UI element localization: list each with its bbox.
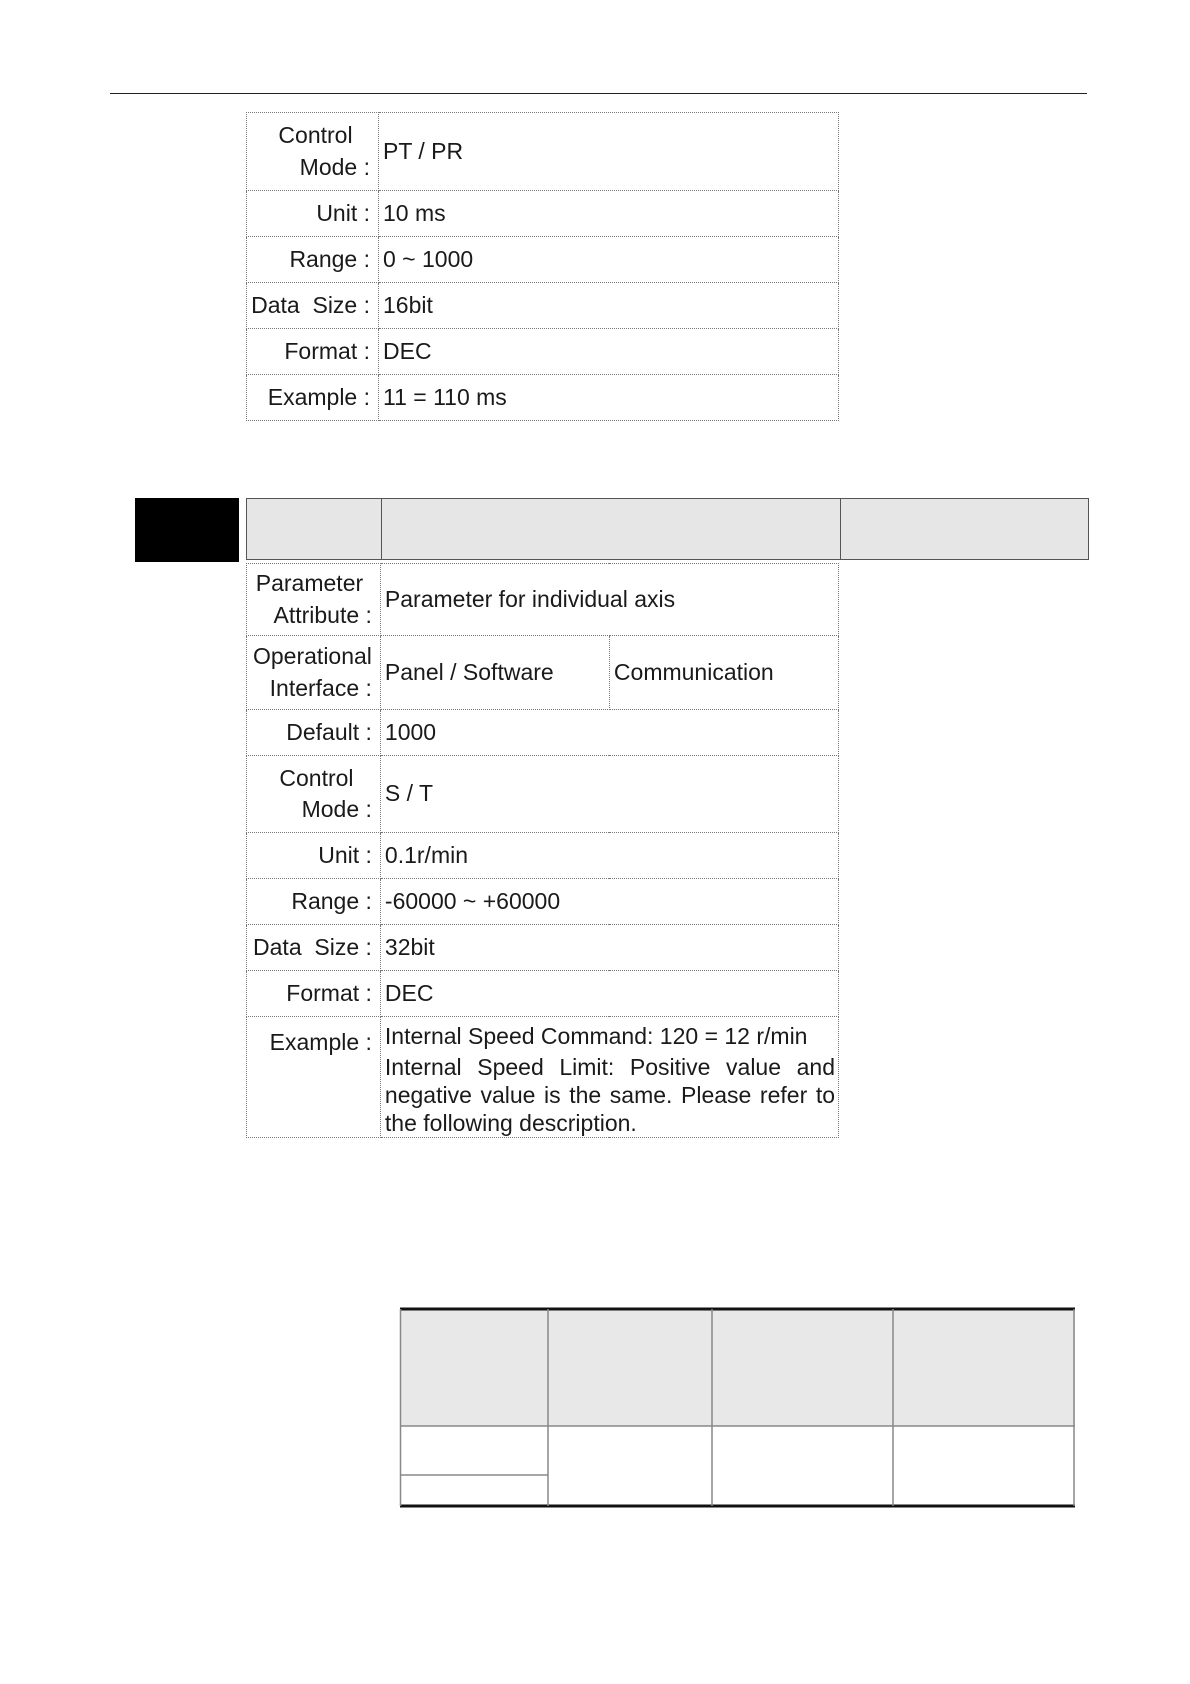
value-attribute: Parameter for individual axis bbox=[380, 564, 838, 636]
label-line1: Control bbox=[278, 122, 353, 149]
label-line1: Parameter bbox=[255, 570, 364, 597]
value-data-size: 16bit bbox=[379, 283, 839, 329]
label-range-2: Range : bbox=[247, 879, 381, 925]
label-example-2: Example : bbox=[247, 1017, 381, 1138]
label-line2: Mode : bbox=[301, 796, 372, 822]
label-format-2: Format : bbox=[247, 971, 381, 1017]
value-format-2: DEC bbox=[380, 971, 838, 1017]
label-line2: Interface : bbox=[269, 674, 372, 701]
value-unit: 10 ms bbox=[379, 191, 839, 237]
label-format: Format : bbox=[247, 329, 379, 375]
value-range-2: -60000 ~ +60000 bbox=[380, 879, 838, 925]
label-data-size: Data Size : bbox=[247, 283, 379, 329]
value-example: 11 = 110 ms bbox=[379, 375, 839, 421]
value-unit-2: 0.1r/min bbox=[380, 833, 838, 879]
bottom-table-header-bg bbox=[400, 1309, 1075, 1426]
label-unit-2: Unit : bbox=[247, 833, 381, 879]
value-control-mode-2: S / T bbox=[380, 756, 838, 833]
label-unit: Unit : bbox=[247, 191, 379, 237]
value-interface-communication: Communication bbox=[609, 636, 838, 710]
label-line1: Operational bbox=[253, 643, 372, 670]
value-data-size-2: 32bit bbox=[380, 925, 838, 971]
label-data-size-2: Data Size : bbox=[247, 925, 381, 971]
value-interface-panel: Panel / Software bbox=[380, 636, 609, 710]
example-line-2: Internal Speed Limit: Positive value and negative value is the same. Please refer to the following description. bbox=[384, 1054, 835, 1136]
label-default: Default : bbox=[247, 710, 381, 756]
label-line1: Control bbox=[279, 764, 354, 791]
label-range: Range : bbox=[247, 237, 379, 283]
label-line2: Mode : bbox=[299, 153, 370, 180]
example-line-1: Internal Speed Command: 120 = 12 r/min bbox=[384, 1023, 808, 1049]
label-line2: Attribute : bbox=[273, 601, 372, 628]
value-default: 1000 bbox=[380, 710, 838, 756]
value-format: DEC bbox=[379, 329, 839, 375]
value-control-mode: PT / PR bbox=[379, 113, 839, 191]
label-example: Example : bbox=[247, 375, 379, 421]
value-range: 0 ~ 1000 bbox=[379, 237, 839, 283]
